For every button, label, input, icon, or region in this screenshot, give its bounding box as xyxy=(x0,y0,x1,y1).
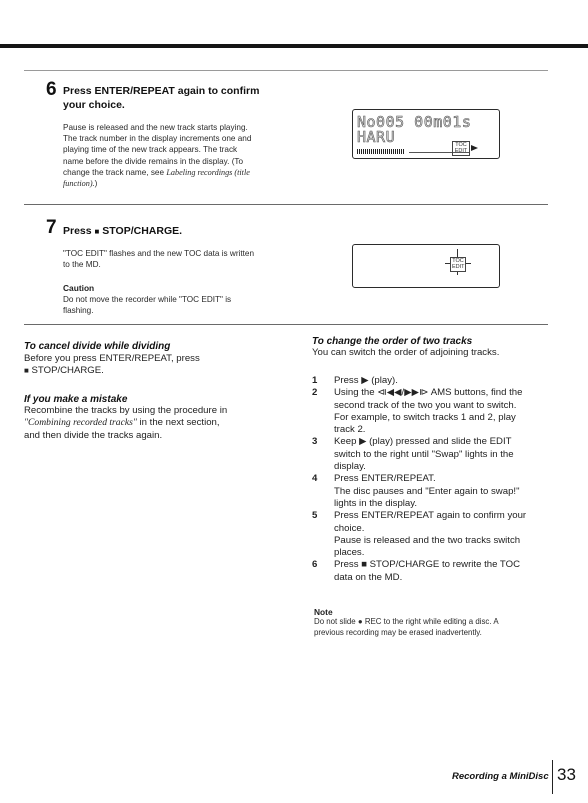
swap-heading: To change the order of two tracks xyxy=(312,336,473,347)
caution-heading: Caution xyxy=(63,283,95,293)
list-item: 6 Press ■ STOP/CHARGE to rewrite the TOC data on the MD. xyxy=(312,559,520,583)
cancel-heading: To cancel divide while dividing xyxy=(24,341,171,352)
section-label: Recording a MiniDisc xyxy=(452,771,549,782)
display-step6 xyxy=(352,109,500,159)
step-6-body: Pause is released and the new track starts playing. The track number in the display increments one and playing time of the new track appears. The track name before the divide remains in the display. (To change the track name, see Labeling recordings (title function).) xyxy=(63,123,252,189)
note-heading: Note xyxy=(314,607,333,617)
list-item: 4 Press ENTER/REPEAT. The disc pauses and "Enter again to swap!" lights in the display. xyxy=(312,473,520,509)
step-7-number: 7 xyxy=(46,217,57,238)
display-track-name: HARU xyxy=(357,128,396,146)
toc-edit-indicator: TOC EDIT xyxy=(452,141,470,156)
mistake-body: Recombine the tracks by using the procedure in "Combining recorded tracks" in the next section, and then divide the tracks again. xyxy=(24,405,228,441)
top-rule xyxy=(0,44,588,48)
cancel-body: Before you press ENTER/REPEAT, press ■ STOP/CHARGE. xyxy=(24,353,200,377)
level-meter xyxy=(357,149,405,154)
swap-intro: You can switch the order of adjoining tracks. xyxy=(312,347,500,358)
footer-divider xyxy=(552,760,553,794)
stop-icon: ■ xyxy=(94,227,100,236)
mistake-heading: If you make a mistake xyxy=(24,394,128,405)
caution-body: Do not move the recorder while "TOC EDIT" is flashing. xyxy=(63,295,232,316)
toc-edit-indicator: TOC EDIT xyxy=(450,257,466,272)
note-body: Do not slide ● REC to the right while editing a disc. A previous recording may be erased inadvertently. xyxy=(314,617,499,637)
swap-steps xyxy=(310,375,562,584)
stop-icon: ■ xyxy=(24,366,29,376)
page-number: 33 xyxy=(557,765,576,784)
section-divider xyxy=(24,324,548,325)
list-item: 1 Press ▶ (play). xyxy=(312,375,398,386)
step-6-title: Press ENTER/REPEAT again to confirm your choice. xyxy=(63,85,260,111)
step-7-body: "TOC EDIT" flashes and the new TOC data is written to the MD. xyxy=(63,249,255,270)
play-icon xyxy=(471,145,478,151)
section-divider xyxy=(24,70,548,71)
list-item: 3 Keep ▶ (play) pressed and slide the EDIT switch to the right until "Swap" lights in the display. xyxy=(312,436,514,473)
display-step7 xyxy=(352,244,500,288)
step-6-number: 6 xyxy=(46,79,57,100)
step-7-title: Press ■ STOP/CHARGE. xyxy=(63,225,183,237)
list-item: 5 Press ENTER/REPEAT again to confirm your choice. Pause is released and the two tracks switch places. xyxy=(312,510,527,559)
section-divider xyxy=(24,204,548,205)
list-item: 2 Using the ⧏◀◀/▶▶⧐ AMS buttons, find the second track of the two you want to switch. For example, to switch tracks 1 and 2, play track 2. xyxy=(312,387,523,436)
display-track-time: No005 00m01s xyxy=(357,113,472,131)
